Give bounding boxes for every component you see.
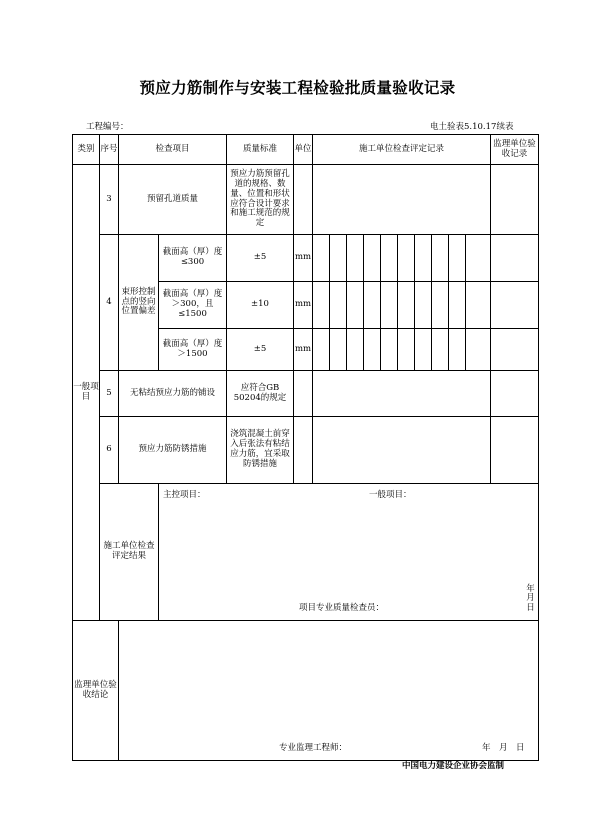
sub-item-4a: 截面高（厚）度≤300 [159,235,227,282]
record-cell[interactable] [415,235,432,282]
record-cell[interactable] [398,235,415,282]
supervision-3[interactable] [491,165,539,235]
standard-3: 预应力筋预留孔道的规格、数量、位置和形状应符合设计要求和施工规范的规定 [227,165,294,235]
supervision-4c[interactable] [491,329,539,371]
record-cell[interactable] [449,282,466,329]
inspector-label: 项目专业质量检查员： [299,603,385,614]
project-no-label: 工程编号： [86,122,129,132]
standard-4a: ±5 [227,235,294,282]
record-cell[interactable] [313,282,330,329]
inspection-table [72,134,544,761]
record-cell[interactable] [330,282,347,329]
header-construction-record: 施工单位检查评定记录 [313,135,491,165]
standard-4c: ±5 [227,329,294,371]
seq-3: 3 [100,165,119,235]
form-title: 预应力筋制作与安装工程检验批质量验收记录 [139,79,456,97]
record-cell[interactable] [449,235,466,282]
record-5[interactable] [313,371,491,417]
record-cell[interactable] [347,282,364,329]
unit-4a: mm [294,235,313,282]
record-cell[interactable] [313,235,330,282]
supervision-5[interactable] [491,371,539,417]
header-standard: 质量标准 [227,135,294,165]
record-cell[interactable] [330,329,347,371]
record-cell[interactable] [432,329,449,371]
unit-4b: mm [294,282,313,329]
record-3[interactable] [313,165,491,235]
footer-issuer: 中国电力建设企业协会监制 [402,761,505,771]
record-cell[interactable] [415,282,432,329]
form-number: 电土验表5.10.17续表 [430,122,514,132]
unit-5 [294,371,313,417]
item-4: 束形控制点的竖向位置偏差 [119,235,159,371]
construction-eval-area[interactable] [159,484,544,621]
seq-6: 6 [100,417,119,484]
item-6: 预应力筋防锈措施 [119,417,227,484]
construction-eval-label: 施工单位检查评定结果 [100,484,159,621]
record-cell[interactable] [449,329,466,371]
record-6[interactable] [313,417,491,484]
standard-4b: ±10 [227,282,294,329]
record-cell[interactable] [432,235,449,282]
record-cell[interactable] [398,329,415,371]
standard-5: 应符合GB 50204的规定 [227,371,294,417]
header-category: 类别 [73,135,100,165]
unit-3 [294,165,313,235]
engineer-label: 专业监理工程师： [279,743,348,754]
standard-6: 浇筑混凝土前穿入后张法有粘结应力筋，宜采取防锈措施 [227,417,294,484]
record-cell[interactable] [415,329,432,371]
main-items-label: 主控项目： [163,490,206,500]
record-cell[interactable] [347,235,364,282]
general-items-label: 一般项目： [369,490,412,500]
header-unit: 单位 [294,135,313,165]
sub-item-4b: 截面高（厚）度＞300，且≤1500 [159,282,227,329]
record-cell[interactable] [347,329,364,371]
header-check-item: 检查项目 [119,135,227,165]
supervision-4b[interactable] [491,282,539,329]
supervision-conclusion-label: 监理单位验收结论 [73,621,119,761]
record-cell[interactable] [398,282,415,329]
seq-5: 5 [100,371,119,417]
record-cell[interactable] [313,329,330,371]
unit-4c: mm [294,329,313,371]
header-seq: 序号 [100,135,119,165]
record-cell[interactable] [364,282,381,329]
supervision-6[interactable] [491,417,539,484]
sub-item-4c: 截面高（厚）度＞1500 [159,329,227,371]
header-supervision-record: 监理单位验收记录 [491,135,539,165]
seq-4: 4 [100,235,119,371]
item-5: 无粘结预应力筋的铺设 [119,371,227,417]
record-cell[interactable] [432,282,449,329]
record-cell[interactable] [466,235,491,282]
inspector-date: 年 月 日 [526,583,544,614]
record-cell[interactable] [364,329,381,371]
record-cell[interactable] [466,329,491,371]
record-cell[interactable] [381,329,398,371]
record-cell[interactable] [381,282,398,329]
supervision-conclusion-area[interactable] [119,621,539,761]
engineer-date: 年 月 日 [482,743,525,754]
record-cell[interactable] [364,235,381,282]
unit-6 [294,417,313,484]
item-3: 预留孔道质量 [119,165,227,235]
supervision-4a[interactable] [491,235,539,282]
record-cell[interactable] [466,282,491,329]
record-cell[interactable] [330,235,347,282]
record-cell[interactable] [381,235,398,282]
category-general: 一般项目 [73,165,100,621]
